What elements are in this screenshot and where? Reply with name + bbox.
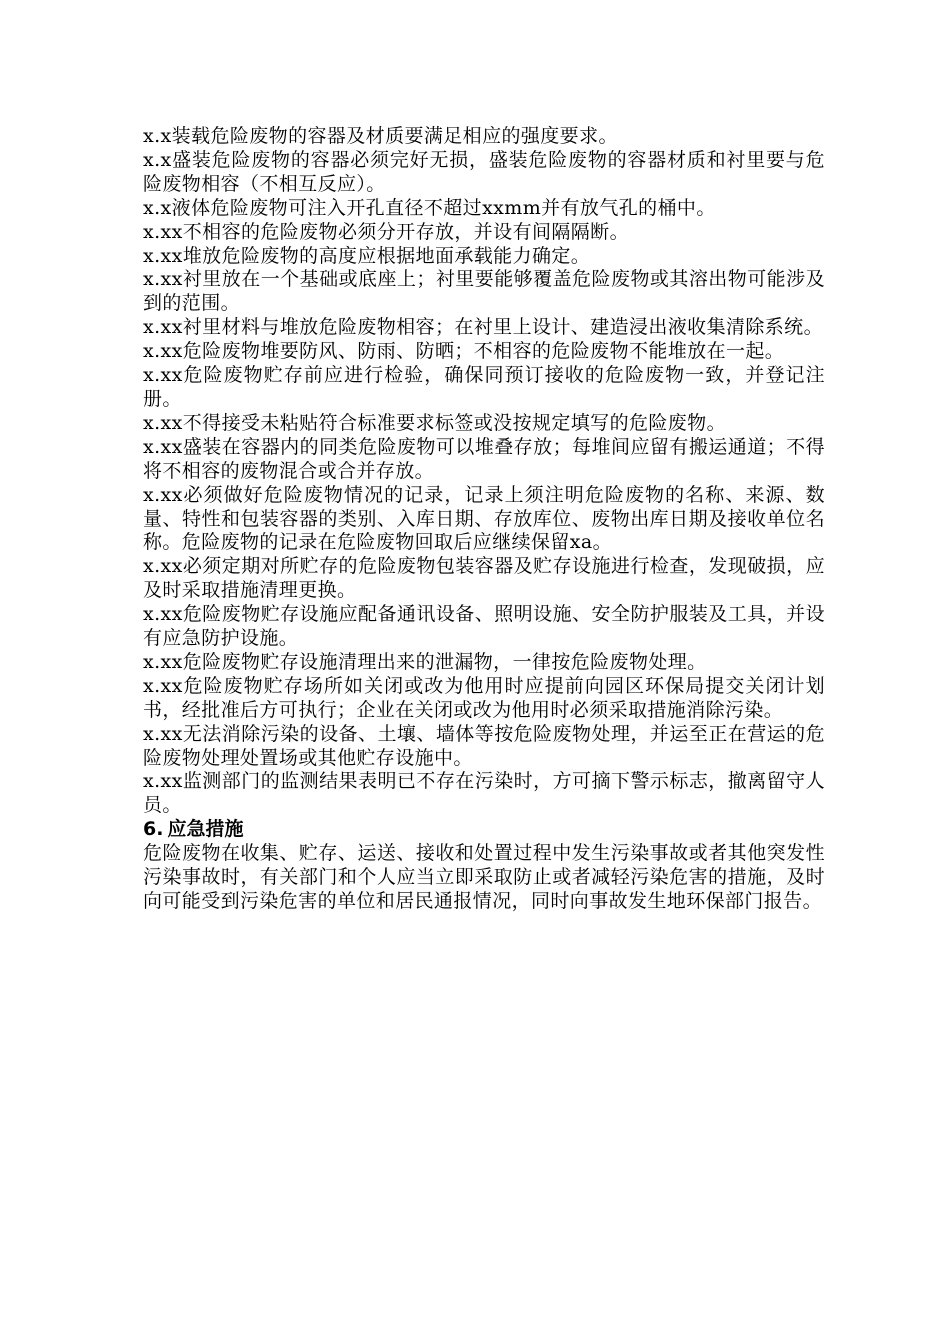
list-item: x.x盛装危险废物的容器必须完好无损，盛装危险废物的容器材质和衬里要与危险废物相容（不相互反应）。 xyxy=(143,148,825,195)
list-item: x.xx必须做好危险废物情况的记录，记录上须注明危险废物的名称、来源、数量、特性和包装容器的类别、入库日期、存放库位、废物出库日期及接收单位名称。危险废物的记录在危险废物回取后应继续保留xa。 xyxy=(143,483,825,554)
section-number: 6. xyxy=(143,818,164,841)
section-heading xyxy=(143,818,825,842)
section-title: 应急措施 xyxy=(167,818,244,841)
list-item: x.xx必须定期对所贮存的危险废物包装容器及贮存设施进行检查，发现破损，应及时采取措施清理更换。 xyxy=(143,555,825,602)
list-item: x.xx不得接受未粘贴符合标准要求标签或没按规定填写的危险废物。 xyxy=(143,411,726,434)
list-item: x.xx危险废物堆要防风、防雨、防晒；不相容的危险废物不能堆放在一起。 xyxy=(143,340,785,363)
document-body xyxy=(143,125,825,914)
list-item: x.xx堆放危险废物的高度应根据地面承载能力确定。 xyxy=(143,244,591,267)
list-item: x.xx危险废物贮存前应进行检验，确保同预订接收的危险废物一致，并登记注册。 xyxy=(143,364,825,410)
list-item: x.xx无法消除污染的设备、土壤、墙体等按危险废物处理，并运至正在营运的危险废物处理处置场或其他贮存设施中。 xyxy=(143,722,825,769)
list-item: x.xx不相容的危险废物必须分开存放，并设有间隔隔断。 xyxy=(143,220,629,243)
list-item: x.x装载危险废物的容器及材质要满足相应的强度要求。 xyxy=(143,125,618,147)
list-item: x.xx危险废物贮存场所如关闭或改为他用时应提前向园区环保局提交关闭计划书，经批准后方可执行；企业在关闭或改为他用时必须采取措施消除污染。 xyxy=(143,674,825,721)
list-item: x.xx衬里材料与堆放危险废物相容；在衬里上设计、建造浸出液收集清除系统。 xyxy=(143,316,823,339)
list-item: x.xx盛装在容器内的同类危险废物可以堆叠存放；每堆间应留有搬运通道；不得将不相容的废物混合或合并存放。 xyxy=(143,435,825,482)
list-item: x.xx衬里放在一个基础或底座上；衬里要能够覆盖危险废物或其溶出物可能涉及到的范围。 xyxy=(143,268,825,315)
list-item: x.xx监测部门的监测结果表明已不存在污染时，方可摘下警示标志，撤离留守人员。 xyxy=(143,770,825,817)
list-item: x.x液体危险废物可注入开孔直径不超过xxmm并有放气孔的桶中。 xyxy=(143,196,716,219)
list-item: x.xx危险废物贮存设施应配备通讯设备、照明设施、安全防护服装及工具，并设有应急防护设施。 xyxy=(143,603,825,650)
closing-paragraph: 危险废物在收集、贮存、运送、接收和处置过程中发生污染事故或者其他突发性污染事故时，有关部门和个人应当立即采取防止或者减轻污染危害的措施，及时向可能受到污染危害的单位和居民通报情况，同时向事故发生地环保部门报告。 xyxy=(143,842,825,912)
list-item: x.xx危险废物贮存设施清理出来的泄漏物，一律按危险废物处理。 xyxy=(143,650,707,673)
